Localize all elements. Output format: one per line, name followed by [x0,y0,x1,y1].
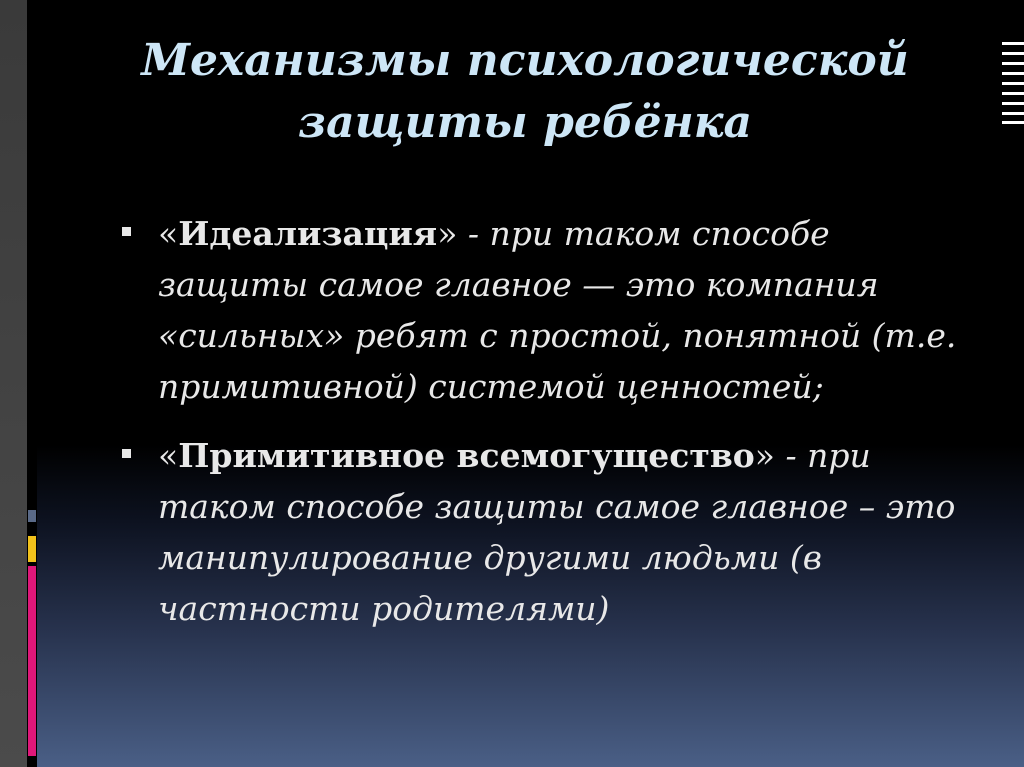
term-quote-open: « [158,436,179,475]
description-idealization: - при таком способе защиты самое главное — это компания «сильных» ребят с простой, понятной (т.е. примитивной) системой ценностей; [158,214,957,406]
term-quote-close: » [437,214,458,253]
bullet-item-idealization [120,208,960,412]
accent-bar-magenta [28,566,36,756]
accent-bar-yellow [28,536,36,562]
term-quote-close: » [754,436,775,475]
bullet-item-omnipotence [120,430,960,634]
left-frame-strip [0,0,27,767]
bullet-list [120,208,960,634]
accent-bar-slate [28,510,36,522]
term-quote-open: « [158,214,179,253]
description-omnipotence: - при таком способе защиты самое главное – это манипулирование другими людьми (в частности родителями) [158,436,956,628]
square-bullet-icon [122,227,131,236]
slide-title: Механизмы психологической защиты ребёнка [141,35,909,148]
square-bullet-icon [122,449,131,458]
term-omnipotence: Примитивное всемогущество [178,436,755,475]
decorative-stripes [1002,42,1024,124]
term-idealization: Идеализация [178,214,438,253]
